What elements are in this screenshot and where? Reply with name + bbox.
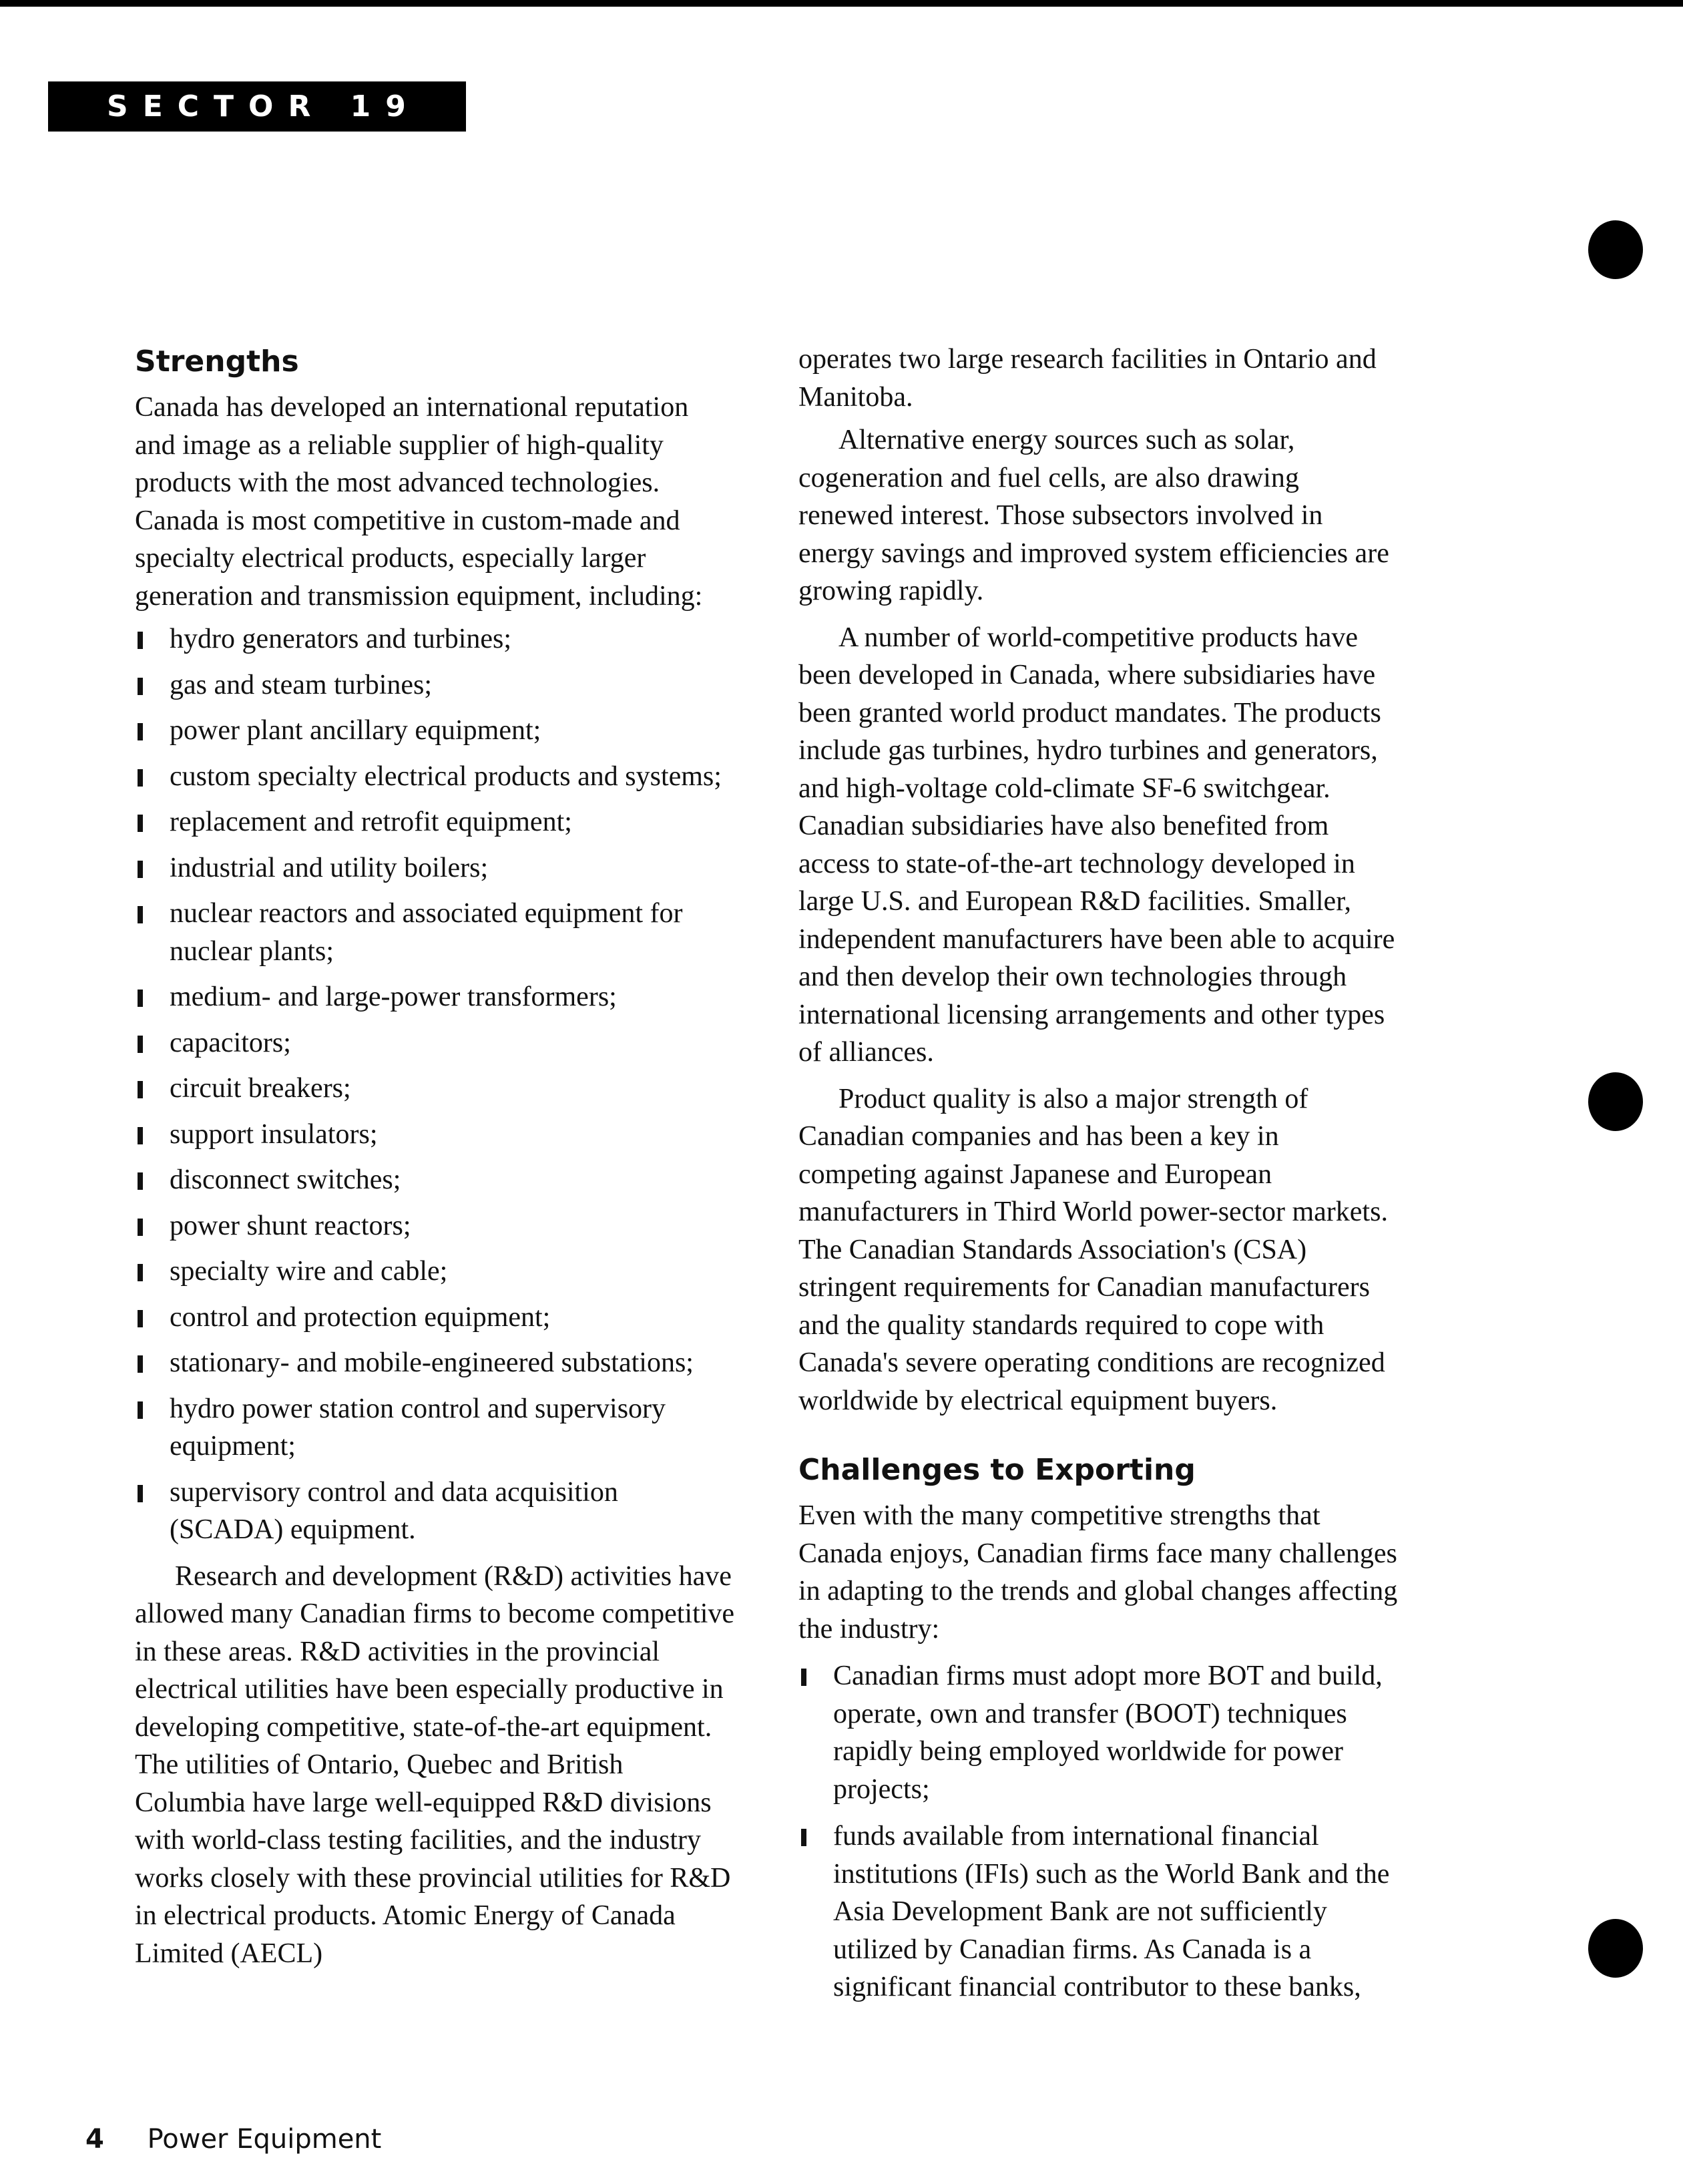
bullet-item: control and protection equipment;: [135, 1299, 736, 1337]
punch-hole: [1588, 1919, 1643, 1978]
body-paragraph: A number of world-competitive products have been developed in Canada, where subsidiaries have been granted world product mandates. The products include gas turbines, hydro turbines and generators, and high-voltage cold-climate SF-6 switchgear. Canadian subsidiaries have also benefited from access to state-of-the-art technology developed in large U.S. and European R&D facilities. Smaller, independent manufacturers have been able to acquire and then develop their own technologies through international licensing arrangements and other types of alliances.: [798, 622, 1395, 1068]
bullet-item: replacement and retrofit equipment;: [135, 803, 736, 841]
strengths-heading: Strengths: [135, 345, 299, 379]
bullet-item: industrial and utility boilers;: [135, 849, 736, 887]
challenges-bullet-list: [798, 1657, 1399, 2006]
bullet-item: support insulators;: [135, 1116, 736, 1154]
bullet-item: capacitors;: [135, 1024, 736, 1062]
page-footer: [85, 2121, 381, 2158]
bullet-item: gas and steam turbines;: [135, 666, 736, 704]
bullet-item: power shunt reactors;: [135, 1207, 736, 1245]
bullet-item: medium- and large-power transformers;: [135, 978, 736, 1016]
bullet-item: hydro generators and turbines;: [135, 620, 736, 658]
challenges-heading: Challenges to Exporting: [798, 1453, 1196, 1487]
strengths-bullet-list: [135, 620, 736, 1549]
punch-hole: [1588, 1072, 1643, 1131]
continuation-paragraph: operates two large research facilities in Ontario and Manitoba.: [798, 344, 1377, 413]
footer-title: Power Equipment: [147, 2124, 382, 2155]
bullet-item: hydro power station control and supervisory equipment;: [135, 1390, 736, 1466]
bullet-item: specialty wire and cable;: [135, 1253, 736, 1291]
challenges-intro: Even with the many competitive strengths that Canada enjoys, Canadian firms face many challenges in adapting to the trends and global changes affecting the industry:: [798, 1500, 1398, 1645]
rd-paragraph: Research and development (R&D) activities have allowed many Canadian firms to become competitive in these areas. R&D activities in the provincial electrical utilities have been especially productive in developing competitive, state-of-the-art equipment. The utilities of Ontario, Quebec and British Columbia have large well-equipped R&D divisions with world-class testing facilities, and the industry works closely with these provincial utilities for R&D in electrical products. Atomic Energy of Canada Limited (AECL): [135, 1560, 735, 1969]
bullet-item: supervisory control and data acquisition (SCADA) equipment.: [135, 1474, 736, 1549]
left-column: [135, 341, 736, 1972]
bullet-item: funds available from international financial institutions (IFIs) such as the World Bank and the Asia Development Bank are not sufficiently utilized by Canadian firms. As Canada is a significant financial contributor to these banks,: [798, 1817, 1399, 2006]
bullet-item: circuit breakers;: [135, 1070, 736, 1108]
body-paragraph: Alternative energy sources such as solar, cogeneration and fuel cells, are also drawing renewed interest. Those subsectors involved in energy savings and improved system efficiencies are growing rapidly.: [798, 425, 1389, 606]
bullet-item: nuclear reactors and associated equipment for nuclear plants;: [135, 895, 736, 970]
sector-banner: [48, 81, 466, 132]
punch-hole: [1588, 220, 1643, 279]
body-paragraph: Product quality is also a major strength of Canadian companies and has been a key in competing against Japanese and European manufacturers in Third World power-sector markets. The Canadian Standards Association's (CSA) stringent requirements for Canadian manufacturers and the quality standards required to cope with Canada's severe operating conditions are recognized worldwide by electrical equipment buyers.: [798, 1083, 1388, 1416]
bullet-item: stationary- and mobile-engineered substations;: [135, 1344, 736, 1382]
strengths-intro: Canada has developed an international reputation and image as a reliable supplier of high-quality products with the most advanced technologies. Canada is most competitive in custom-made and specialty electrical products, especially larger generation and transmission equipment, including:: [135, 392, 703, 612]
bullet-item: custom specialty electrical products and systems;: [135, 758, 736, 796]
bullet-item: Canadian firms must adopt more BOT and build, operate, own and transfer (BOOT) techniques rapidly being employed worldwide for power projects;: [798, 1657, 1399, 1808]
page-number: 4: [85, 2124, 104, 2155]
bullet-item: disconnect switches;: [135, 1161, 736, 1199]
top-rule: [0, 0, 1683, 7]
bullet-item: power plant ancillary equipment;: [135, 712, 736, 750]
sector-label: SECTOR 19: [107, 89, 421, 124]
right-column: [798, 341, 1399, 2016]
